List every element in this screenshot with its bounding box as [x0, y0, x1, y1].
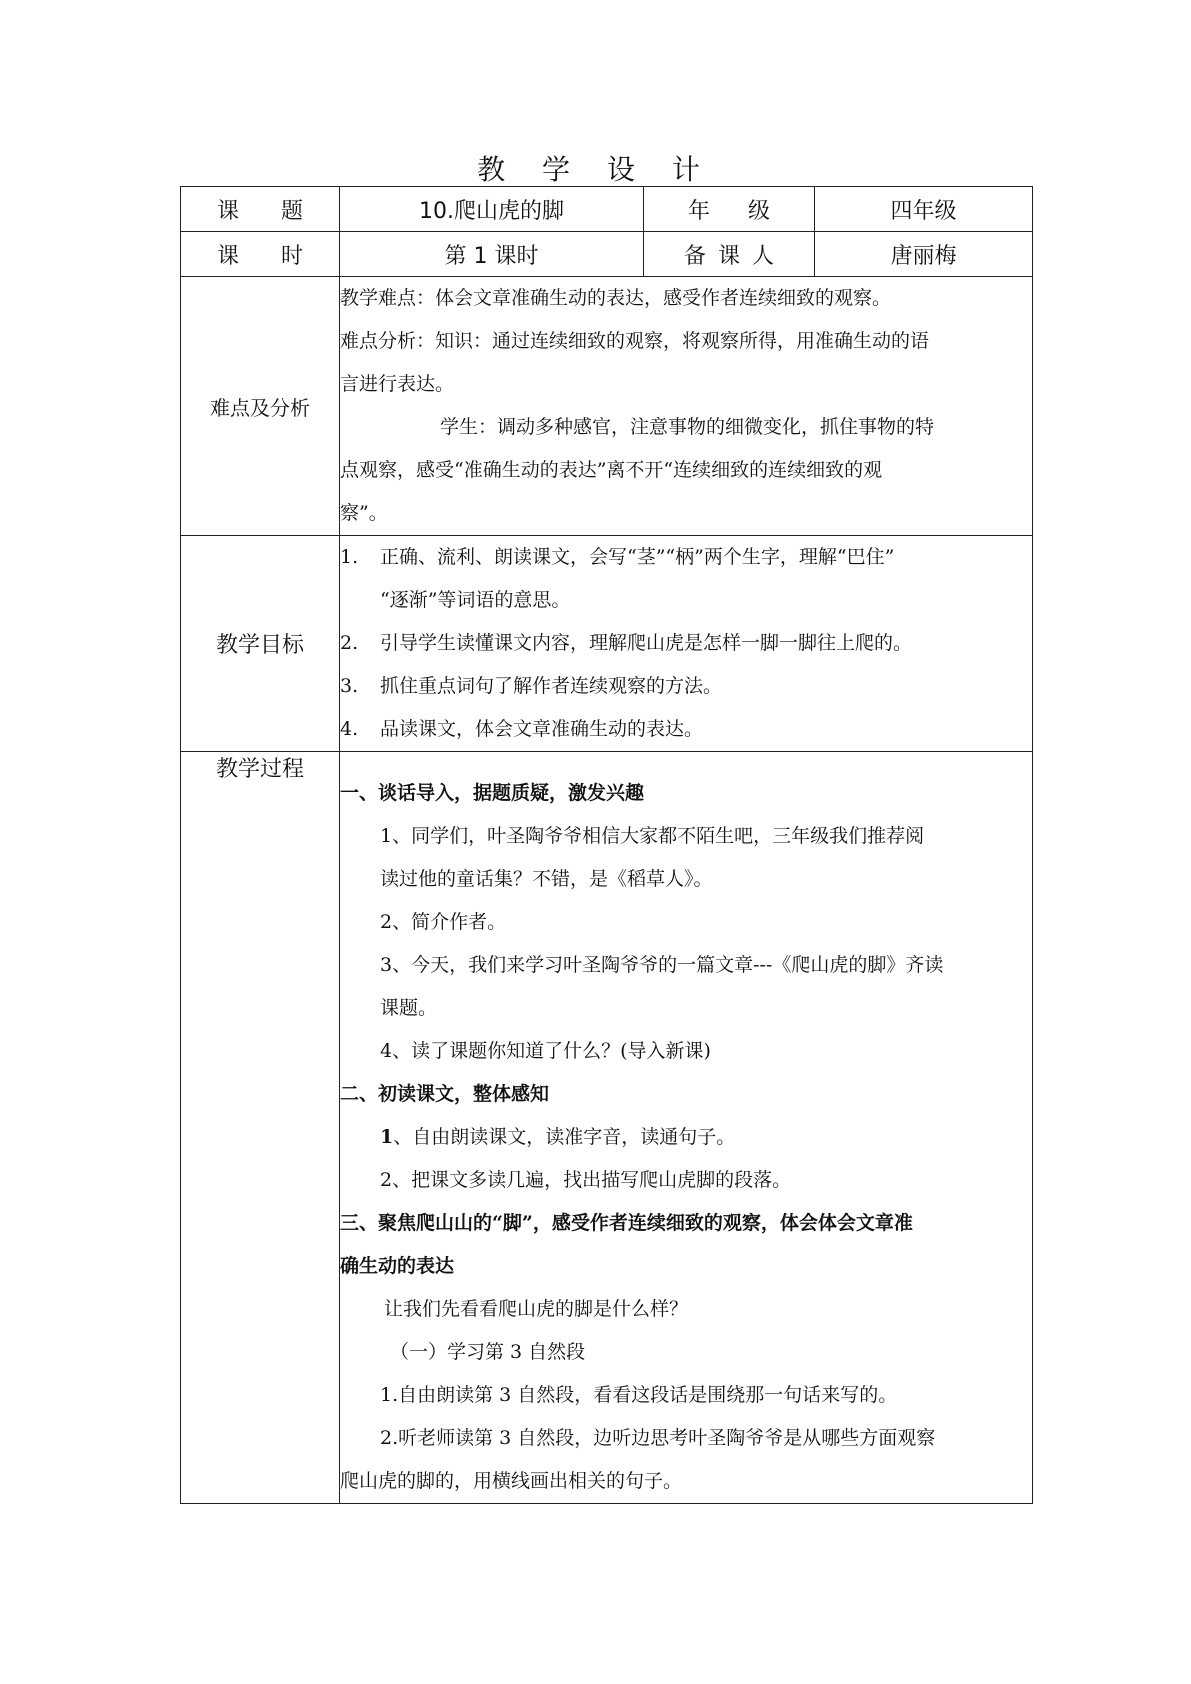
section-heading: 二、初读课文，整体感知	[340, 1083, 550, 1105]
period-label: 课 时	[181, 232, 340, 277]
section-heading: 三、聚焦爬山山的“脚”，感受作者连续细致的观察，体会体会文章准	[340, 1212, 913, 1234]
difficulty-row	[181, 277, 1033, 536]
goals-label: 教学目标	[181, 536, 340, 752]
goal-item: 1. 正确、流利、朗读课文，会写“茎”“柄”两个生字，理解“巴住”	[340, 546, 895, 568]
preparer-value: 唐丽梅	[815, 232, 1033, 277]
topic-value: 10.爬山虎的脚	[340, 187, 644, 232]
page-title: 教 学 设 计	[477, 153, 714, 186]
header-row-topic	[181, 187, 1033, 232]
goal-item: 4. 品读课文，体会文章准确生动的表达。	[340, 718, 704, 740]
difficulty-label: 难点及分析	[181, 277, 340, 536]
difficulty-content: 教学难点：体会文章准确生动的表达，感受作者连续细致的观察。 难点分析：知识：通过连续细致的观察，将观察所得，用准确生动的语 言进行表达。 学生：调动多种感官，注意事物的细微变化，抓住事物的特 点观察，感受“准确生动的表达”离不开“连续细致的连续细致的观 察”。	[340, 277, 1033, 536]
process-label: 教学过程	[181, 752, 340, 1504]
preparer-label: 备 课 人	[644, 232, 815, 277]
lesson-plan-table	[180, 186, 1033, 1504]
goal-item: 2. 引导学生读懂课文内容，理解爬山虎是怎样一脚一脚往上爬的。	[340, 632, 913, 654]
goals-row	[181, 536, 1033, 752]
grade-label: 年 级	[644, 187, 815, 232]
topic-label: 课 题	[181, 187, 340, 232]
grade-value: 四年级	[815, 187, 1033, 232]
section-heading: 一、谈话导入，据题质疑，激发兴趣	[340, 782, 645, 804]
process-content: 一、谈话导入，据题质疑，激发兴趣 1、同学们，叶圣陶爷爷相信大家都不陌生吧，三年级我们推荐阅 读过他的童话集？不错，是《稻草人》。 2、简介作者。 3、今天，我们来学习叶圣陶爷爷的一篇文章---《爬山虎的脚》齐读 课题。 4、读了课题你知道了什么？(导入新课) 二、初读课文，整体感知 1、自由朗读课文，读准字音，读通句子。 2、把课文多读几遍，找出描写爬山虎脚的段落。 三、聚焦爬山山的“脚”，感受作者连续细致的观察，体会体会文章准 确生动的表达 让我们先看看爬山虎的脚是什么样？ （一）学习第 3 自然段 1.自由朗读第 3 自然段，看看这段话是围绕那一句话来写的。 2.听老师读第 3 自然段，边听边思考叶圣陶爷爷是从哪些方面观察 爬山虎的脚的，用横线画出相关的句子。	[340, 752, 1033, 1504]
process-row	[181, 752, 1033, 1504]
header-row-period	[181, 232, 1033, 277]
goal-item: 3. 抓住重点词句了解作者连续观察的方法。	[340, 675, 723, 697]
goals-content: 1. 正确、流利、朗读课文，会写“茎”“柄”两个生字，理解“巴住” “逐渐”等词语的意思。 2. 引导学生读懂课文内容，理解爬山虎是怎样一脚一脚往上爬的。 3. 抓住重点词句了解作者连续观察的方法。 4. 品读课文，体会文章准确生动的表达。	[340, 536, 1033, 752]
period-value: 第 1 课时	[340, 232, 644, 277]
